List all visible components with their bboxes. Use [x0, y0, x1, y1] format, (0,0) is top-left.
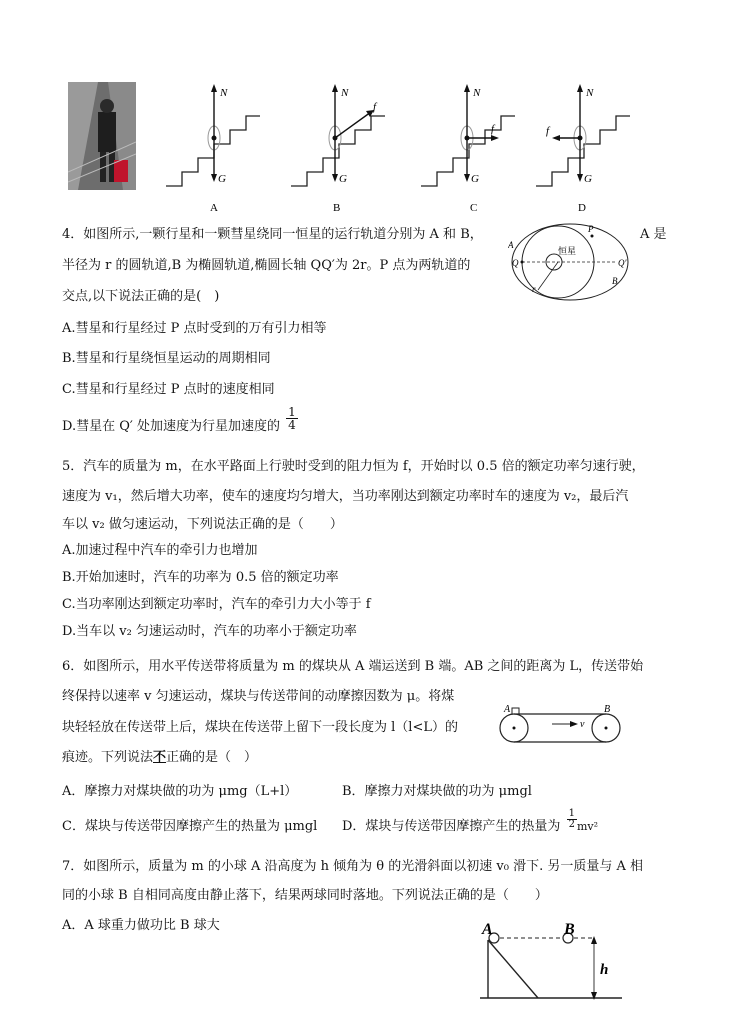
- q6-line2: 终保持以速率 v 匀速运动，煤块与传送带间的动摩擦因数为 μ。将煤: [62, 689, 455, 704]
- q5-line2: 速度为 v₁，然后增大功率，使车的速度均匀增大，当功率刚达到额定功率时车的速度为 v₂，最后汽: [62, 489, 629, 504]
- label-orbit-a: A: [508, 240, 514, 250]
- label-end-b: B: [604, 704, 611, 715]
- fraction-one-half: [567, 809, 577, 830]
- label-q-prime: Q′: [618, 258, 627, 268]
- label-p: P: [588, 224, 594, 234]
- frac-den: 4: [288, 418, 296, 432]
- q6-option-b: B．摩擦力对煤块做的功为 μmgl: [342, 784, 532, 799]
- label-v: v: [580, 719, 585, 730]
- label-g: G: [471, 173, 479, 185]
- orbit-diagram: [508, 218, 640, 304]
- stair-diagram-c: [415, 78, 535, 218]
- q5-line3: 车以 v₂ 做匀速运动，下列说法正确的是（ ）: [62, 517, 343, 532]
- label-n: N: [220, 87, 228, 99]
- label-n: N: [586, 87, 594, 99]
- label-n: N: [473, 87, 481, 99]
- label-end-a: A: [504, 704, 511, 715]
- label-r: r: [532, 284, 536, 294]
- top-figure: [60, 78, 660, 218]
- q6-option-c: C．煤块与传送带因摩擦产生的热量为 μmgl: [62, 819, 318, 834]
- q6-line4: [62, 749, 257, 767]
- q6-emphasis-not: 不: [153, 750, 167, 765]
- q4-line2: 半径为 r 的圆轨道,B 为椭圆轨道,椭圆长轴 QQ′为 2r。P 点为两轨道的: [62, 258, 471, 273]
- q6-line1: 6．如图所示，用水平传送带将质量为 m 的煤块从 A 端运送到 B 端。AB 之间的距离为 L，传送带始: [62, 659, 644, 674]
- label-g: G: [218, 173, 226, 185]
- q4-line3: 交点,以下说法正确的是( ): [62, 289, 220, 304]
- label-star: 恒星: [558, 246, 577, 256]
- q5-option-a: A.加速过程中汽车的牵引力也增加: [62, 543, 258, 558]
- q6-line3: 块轻轻放在传送带上后，煤块在传送带上留下一段长度为 l（l<L）的: [62, 720, 458, 735]
- label-height-h: h: [600, 962, 609, 978]
- q6-option-d-text: D．煤块与传送带因摩擦产生的热量为: [342, 819, 561, 834]
- label-ball-b: B: [564, 921, 575, 938]
- q5-line1: 5．汽车的质量为 m，在水平路面上行驶时受到的阻力恒为 f，开始时以 0.5 倍的额定功率匀速行驶，: [62, 459, 645, 474]
- label-c: C: [470, 202, 478, 214]
- frac-den: 2: [568, 819, 575, 830]
- q5-option-c: C.当功率刚达到额定功率时，汽车的牵引力大小等于 f: [62, 597, 371, 612]
- label-a: A: [210, 202, 218, 214]
- escalator-photo: [68, 82, 136, 190]
- frac-num: 1: [288, 405, 296, 419]
- q4-line1-tail: A 是: [640, 227, 667, 242]
- q6-option-d-tail: mv²: [576, 820, 599, 833]
- label-orbit-b: B: [612, 276, 618, 286]
- q7-line2: 同的小球 B 自相同高度由静止落下，结果两球同时落地。下列说法正确的是（ ）: [62, 888, 548, 903]
- label-b: B: [333, 202, 341, 214]
- label-f: f: [373, 101, 377, 113]
- label-n: N: [341, 87, 349, 99]
- label-q: Q: [512, 258, 519, 268]
- q4-option-b: B.彗星和行星绕恒星运动的周期相同: [62, 351, 271, 366]
- stair-diagram-b: [285, 78, 405, 218]
- q7-line1: 7．如图所示，质量为 m 的小球 A 沿高度为 h 倾角为 θ 的光滑斜面以初速 v₀ 滑下. 另一质量与 A 相: [62, 859, 643, 874]
- conveyor-belt-diagram: [494, 702, 626, 746]
- q6-option-a: A．摩擦力对煤块做的功为 μmg（L+l）: [62, 784, 298, 799]
- q4-option-c: C.彗星和行星经过 P 点时的速度相同: [62, 382, 275, 397]
- q7-option-a: A．A 球重力做功比 B 球大: [62, 918, 220, 933]
- label-g: G: [339, 173, 347, 185]
- q4-option-d: [62, 405, 298, 436]
- q4-option-d-text: D.彗星在 Q′ 处加速度为行星加速度的: [62, 419, 280, 434]
- label-g: G: [584, 173, 592, 185]
- label-ball-a: A: [482, 921, 493, 938]
- label-f: f: [546, 125, 550, 137]
- stair-diagram-a: [160, 78, 270, 218]
- label-d: D: [578, 202, 586, 214]
- q6-option-d: [342, 808, 599, 836]
- q5-option-b: B.开始加速时，汽车的功率为 0.5 倍的额定功率: [62, 570, 339, 585]
- q6-line4-b: 正确的是（ ）: [166, 750, 258, 765]
- q4-option-a: A.彗星和行星经过 P 点时受到的万有引力相等: [62, 321, 327, 336]
- frac-num: 1: [568, 808, 575, 819]
- label-f: f: [491, 123, 495, 135]
- q4-line1: 4．如图所示,一颗行星和一颗彗星绕同一恒星的运行轨道分别为 A 和 B，: [62, 227, 483, 242]
- stair-diagram-d: [530, 78, 650, 218]
- q6-line4-a: 痕迹。下列说法: [62, 750, 154, 765]
- fraction-one-quarter: [286, 406, 298, 431]
- incline-diagram: [476, 918, 626, 1004]
- q5-option-d: D.当车以 v₂ 匀速运动时，汽车的功率小于额定功率: [62, 624, 357, 639]
